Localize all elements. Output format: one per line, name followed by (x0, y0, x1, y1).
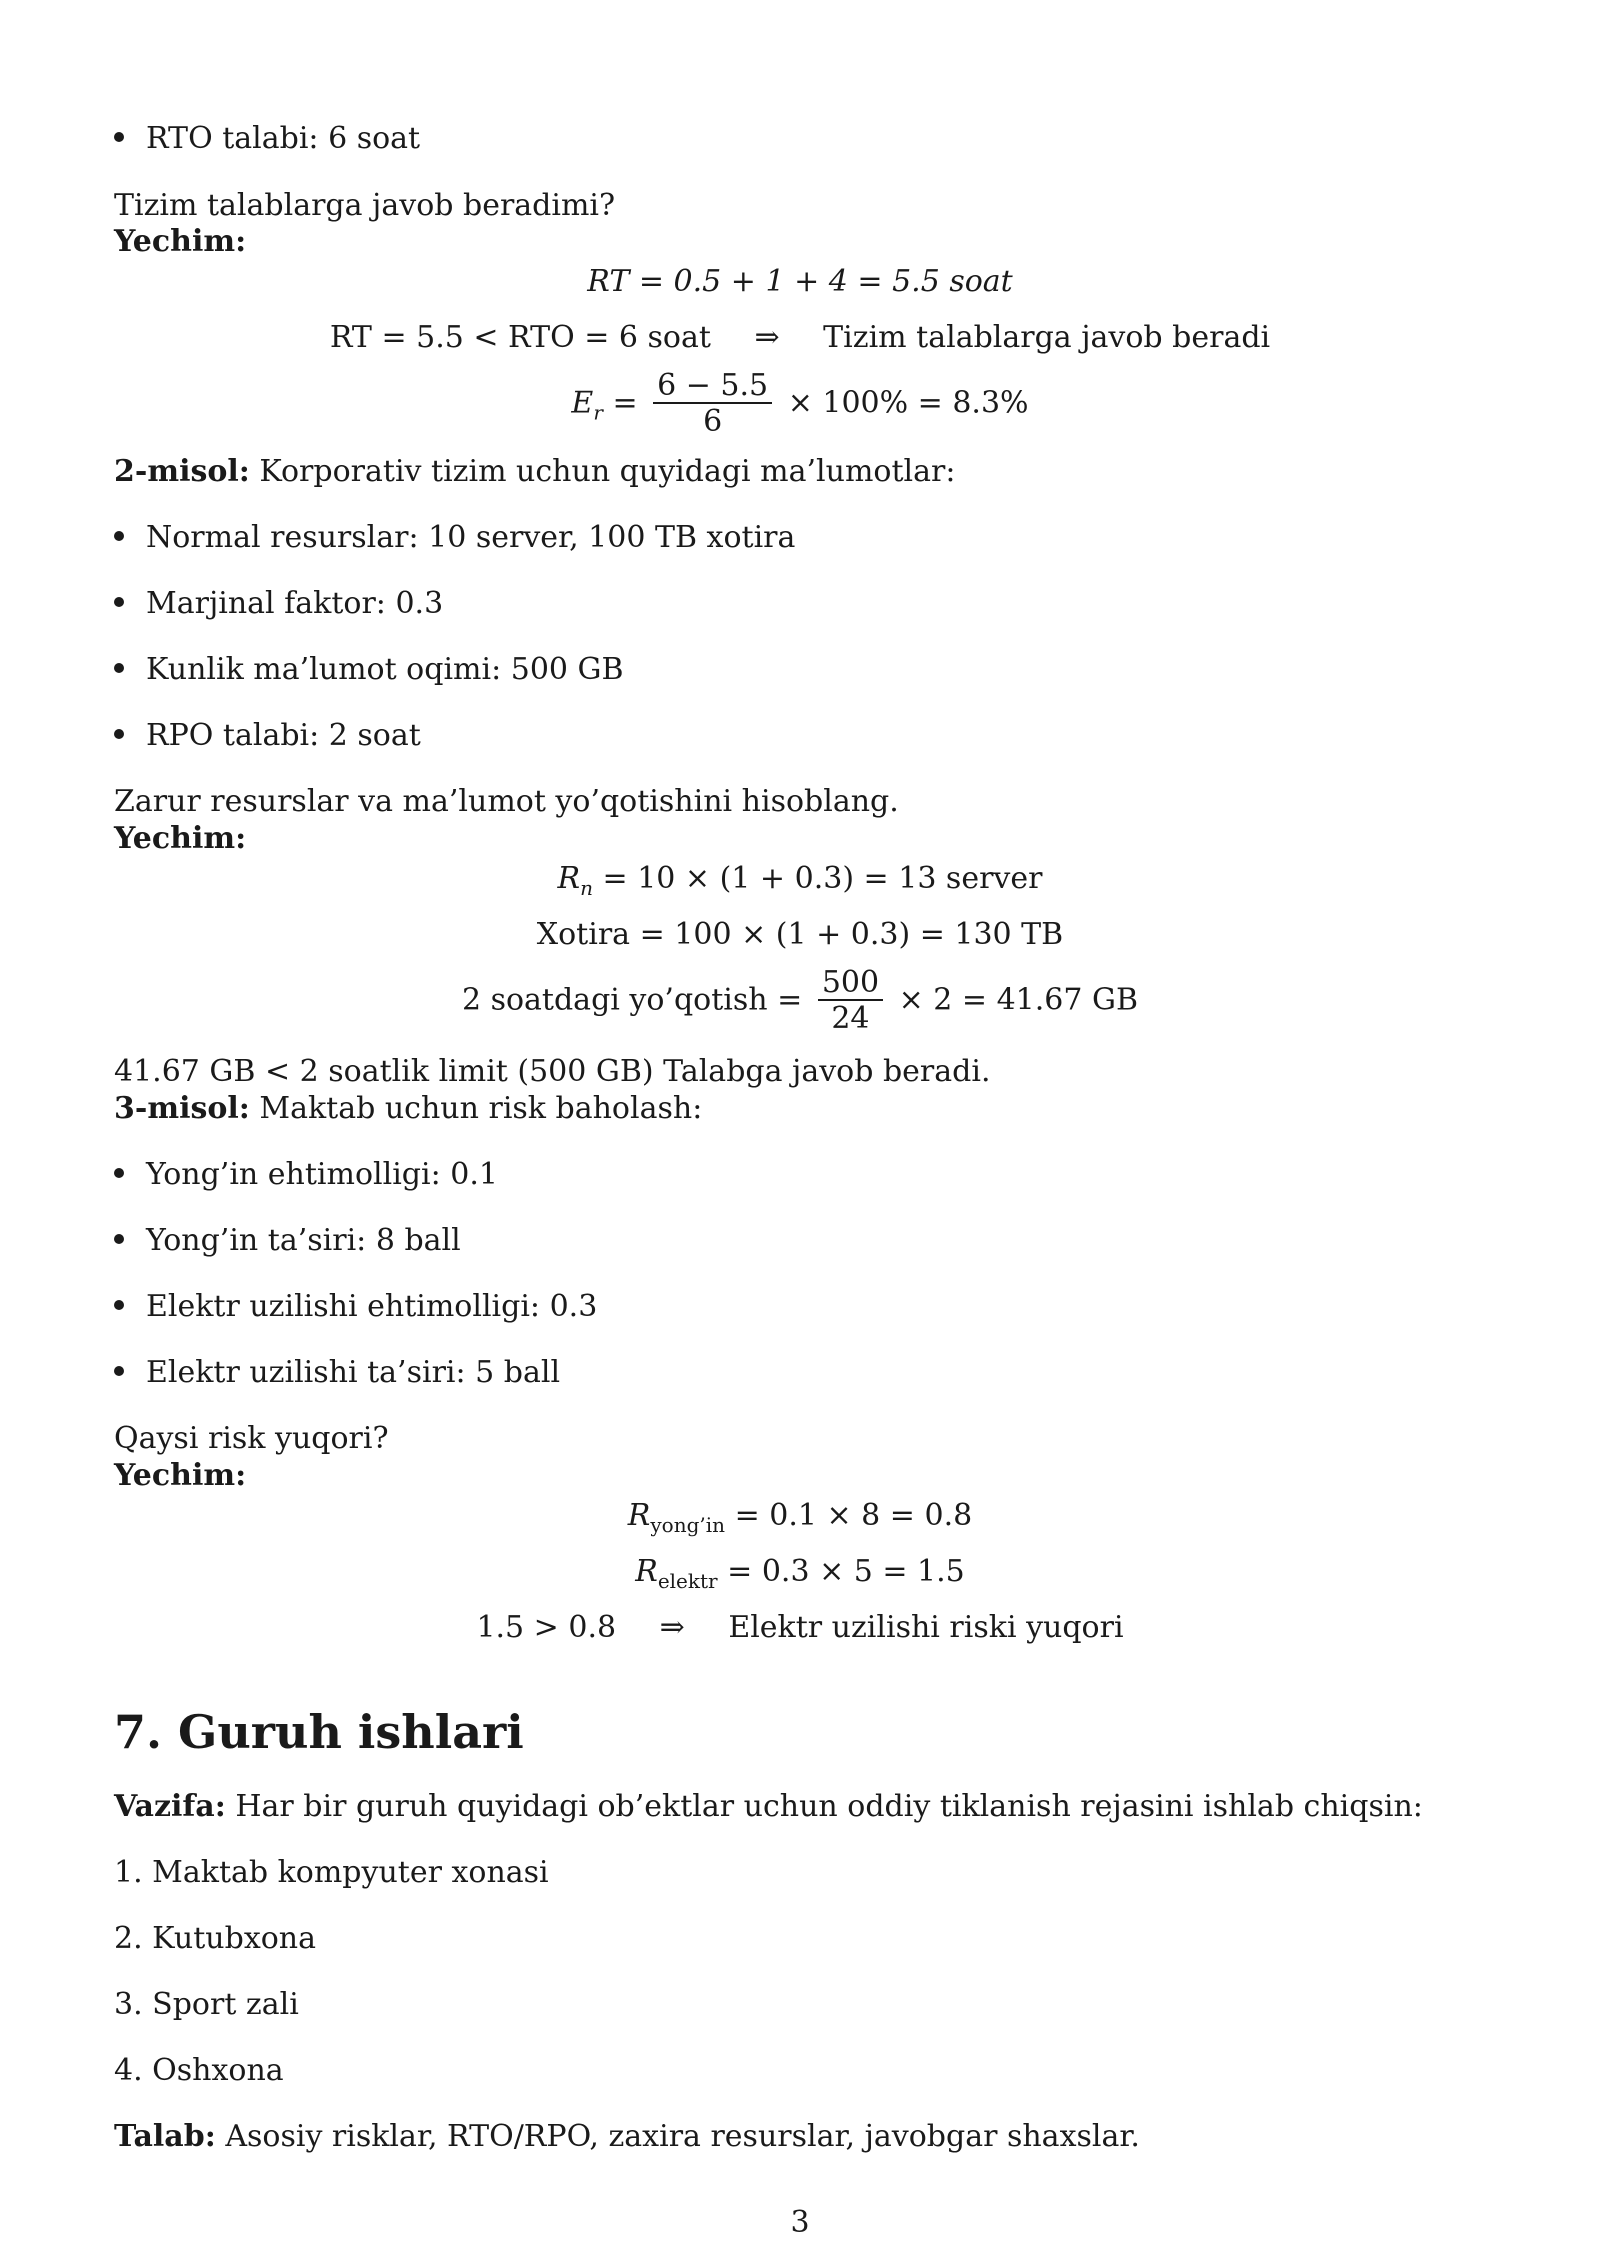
solution-label: Yechim: (114, 224, 247, 259)
requirement-text: Talab: Asosiy risklar, RTO/RPO, zaxira resurslar, javobgar shaxslar. (114, 2119, 1140, 2154)
solution-label: Yechim: (114, 1458, 247, 1493)
list-item: 2. Kutubxona (114, 1921, 317, 1956)
list-item-text: RTO talabi: 6 soat (146, 121, 421, 156)
equation-fraction: 2 soatdagi yo’qotish = $\frac{500}{24}$ × 2 = 41.67 GB (461, 965, 1139, 1036)
solution-label: Yechim: (114, 821, 247, 856)
equation-fraction: $E_r$ = $\frac{6 - 5.5}{6}$ × 100% = 8.3% (571, 368, 1029, 439)
list-item: Yong’in ehtimolligi: 0.1 (114, 1160, 498, 1190)
section-heading: 7. Guruh ishlari (114, 1705, 524, 1759)
bullet-icon (114, 1234, 124, 1244)
bullet-icon (114, 531, 124, 541)
list-item: Normal resurslar: 10 server, 100 TB xotira (114, 523, 795, 553)
bullet-icon (114, 132, 124, 142)
bullet-icon (114, 729, 124, 739)
equation: $R_n = 10 \times (1 + 0.3) = 13$ server (557, 861, 1043, 900)
example-heading: 3-misol: Maktab uchun risk baholash: (114, 1091, 703, 1126)
list-item: 4. Oshxona (114, 2053, 284, 2088)
equation: 1.5 > 0.8 ⇒ Elektr uzilishi riski yuqori (476, 1610, 1124, 1645)
list-item: Marjinal faktor: 0.3 (114, 589, 443, 619)
equation: RT = 0.5 + 1 + 4 = 5.5 soat (587, 264, 1013, 299)
bullet-icon (114, 1168, 124, 1178)
list-item: RPO talabi: 2 soat (114, 721, 421, 751)
bullet-icon (114, 1366, 124, 1376)
task-text: Vazifa: Har bir guruh quyidagi ob’ektlar uchun oddiy tiklanish rejasini ishlab chiqsin: (114, 1789, 1423, 1824)
page-number: 3 (790, 2205, 810, 2240)
equation: Xotira = 100 × (1 + 0.3) = 130 TB (536, 917, 1064, 952)
equation: $R_{yong’in} = 0.1 \times 8 = 0.8$ (627, 1498, 973, 1537)
list-item: 1. Maktab kompyuter xonasi (114, 1855, 549, 1890)
conclusion-text: 41.67 GB < 2 soatlik limit (500 GB) Talabga javob beradi. (114, 1054, 991, 1089)
list-item: Elektr uzilishi ehtimolligi: 0.3 (114, 1292, 597, 1322)
equation: RT = 5.5 < RTO = 6 soat ⇒ Tizim talablarga javob beradi (329, 320, 1271, 355)
list-item (114, 121, 421, 156)
example-heading: 2-misol: Korporativ tizim uchun quyidagi ma’lumotlar: (114, 454, 956, 489)
question-text: Tizim talablarga javob beradimi? (114, 188, 616, 223)
list-item: Kunlik ma’lumot oqimi: 500 GB (114, 655, 624, 685)
bullet-icon (114, 1300, 124, 1310)
bullet-icon (114, 597, 124, 607)
list-item: Elektr uzilishi ta’siri: 5 ball (114, 1358, 560, 1388)
bullet-icon (114, 663, 124, 673)
question-text: Zarur resurslar va ma’lumot yo’qotishini hisoblang. (114, 784, 899, 819)
equation: $R_{elektr} = 0.3 \times 5 = 1.5$ (635, 1554, 965, 1593)
list-item: Yong’in ta’siri: 8 ball (114, 1226, 461, 1256)
question-text: Qaysi risk yuqori? (114, 1421, 389, 1456)
list-item: 3. Sport zali (114, 1987, 299, 2022)
